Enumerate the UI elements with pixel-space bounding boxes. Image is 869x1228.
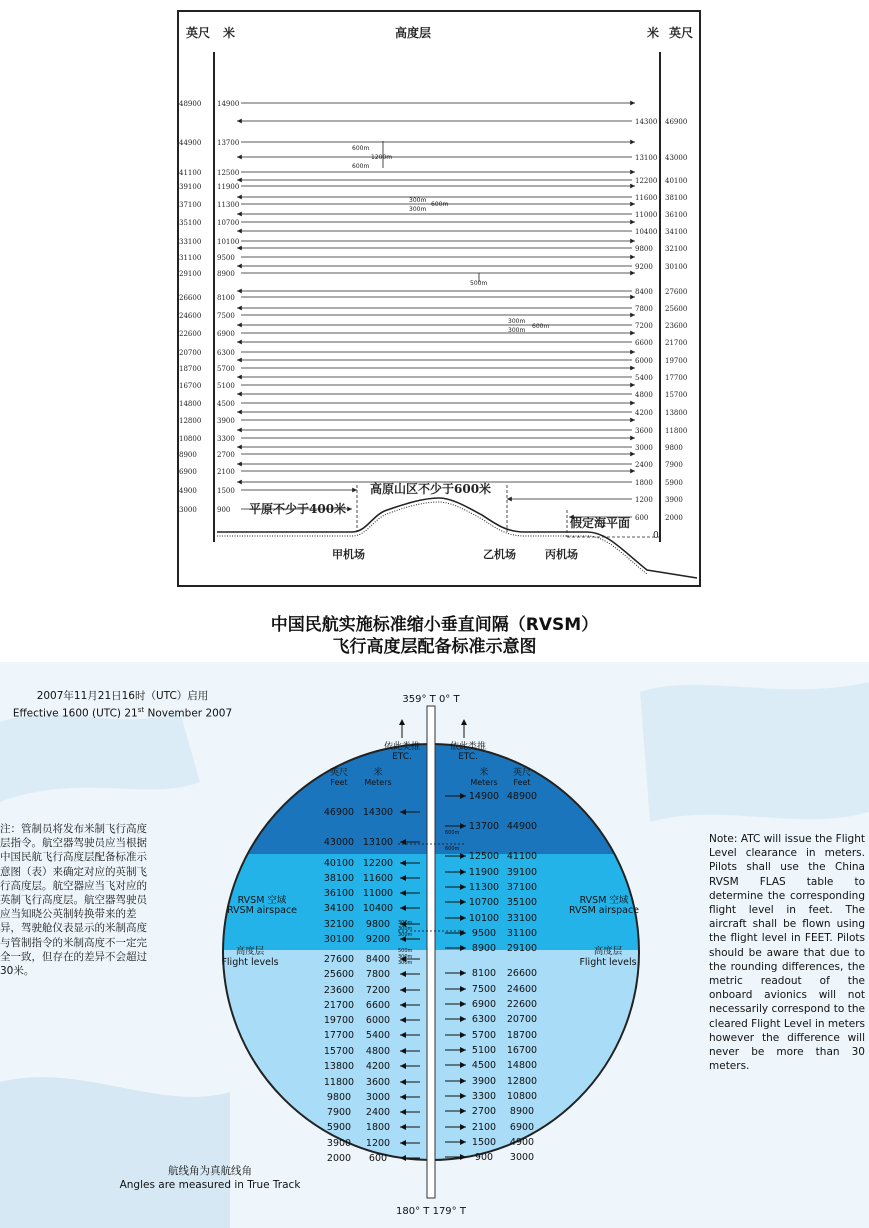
right-level-meters: 2400 [635, 461, 653, 469]
circle-right-feet: 18700 [506, 1030, 538, 1041]
circle-left-feet: 32100 [323, 919, 355, 930]
right-level-feet: 3900 [665, 496, 683, 504]
col-meters-en-right: Meters [470, 778, 498, 787]
fl-label-en-right: Flight levels [579, 957, 637, 968]
circle-right-feet: 4900 [509, 1137, 535, 1148]
col-feet-cn-left: 英尺 [329, 768, 349, 778]
left-level-meters: 14900 [217, 100, 240, 108]
left-level-meters: 10100 [217, 238, 240, 246]
left-level-feet: 48900 [179, 100, 202, 108]
header-meters-left: 米 [223, 26, 236, 40]
zero-label: 0 [653, 531, 659, 541]
flight-level-diagram [177, 10, 701, 588]
circle-right-meters: 6300 [471, 1014, 497, 1025]
right-level-meters: 4200 [635, 409, 653, 417]
circle-right-meters: 11300 [468, 882, 500, 893]
left-level-feet: 16700 [179, 382, 202, 390]
rvsm-label-cn-right: RVSM 空域 [579, 895, 629, 906]
map-shape [640, 682, 869, 822]
circle-right-feet: 22600 [506, 999, 538, 1010]
circle-right-meters: 5700 [471, 1030, 497, 1041]
circle-right-feet: 26600 [506, 968, 538, 979]
left-level-meters: 8900 [217, 270, 235, 278]
circle-left-meters: 3000 [365, 1092, 391, 1103]
etc-cn-right: 依此类推 [449, 742, 487, 752]
left-level-meters: 900 [217, 506, 231, 514]
circle-left-feet: 3900 [326, 1138, 352, 1149]
effective-date-cn: 2007年11月21日16时（UTC）启用 [36, 690, 209, 702]
circle-left-feet: 2000 [326, 1153, 352, 1164]
sep-label: 600m [352, 145, 370, 152]
circle-right-feet: 35100 [506, 897, 538, 908]
left-level-meters: 11300 [217, 201, 240, 209]
circle-right-feet: 24600 [506, 984, 538, 995]
circle-right-meters: 5100 [471, 1045, 497, 1056]
sep-label: 500m [470, 280, 488, 287]
circle-right-meters: 12500 [468, 851, 500, 862]
circle-right-meters: 14900 [468, 791, 500, 802]
right-level-feet: 43000 [665, 154, 688, 162]
left-level-meters: 3900 [217, 417, 235, 425]
right-level-feet: 11800 [665, 427, 688, 435]
circle-right-meters: 8900 [471, 943, 497, 954]
circle-right-feet: 41100 [506, 851, 538, 862]
right-level-meters: 9800 [635, 245, 653, 253]
sep-label: 600m [532, 323, 550, 330]
left-level-feet: 6900 [179, 468, 197, 476]
left-level-feet: 14800 [179, 400, 202, 408]
circle-right-feet: 3000 [509, 1152, 535, 1163]
effective-date [0, 689, 245, 721]
right-level-meters: 4800 [635, 391, 653, 399]
circle-left-feet: 43000 [323, 837, 355, 848]
circle-right-feet: 29100 [506, 943, 538, 954]
circle-right-meters: 900 [474, 1152, 494, 1163]
left-level-feet: 39100 [179, 183, 202, 191]
left-level-meters: 4500 [217, 400, 235, 408]
circle-left-feet: 17700 [323, 1030, 355, 1041]
circle-right-feet: 8900 [509, 1106, 535, 1117]
rvsm-label-cn-left: RVSM 空域 [237, 895, 287, 906]
circle-right-meters: 10700 [468, 897, 500, 908]
sep-label: 300m [409, 197, 427, 204]
circle-left-meters: 10400 [362, 903, 394, 914]
etc-cn-left: 依此类推 [383, 742, 421, 752]
left-level-meters: 1500 [217, 487, 235, 495]
right-level-feet: 17700 [665, 374, 688, 382]
col-meters-cn-right: 米 [479, 768, 489, 778]
right-level-feet: 36100 [665, 211, 688, 219]
left-level-feet: 22600 [179, 330, 202, 338]
left-level-meters: 2100 [217, 468, 235, 476]
left-level-meters: 5100 [217, 382, 235, 390]
sep-label: 300m [508, 327, 526, 334]
right-level-feet: 21700 [665, 339, 688, 347]
col-meters-en-left: Meters [364, 778, 392, 787]
circle-left-feet: 19700 [323, 1015, 355, 1026]
sep-label: 300m [398, 926, 413, 932]
circle-left-meters: 12200 [362, 858, 394, 869]
right-level-meters: 13100 [635, 154, 658, 162]
header-feet-right: 英尺 [669, 26, 694, 40]
title-line-2: 飞行高度层配备标准示意图 [332, 637, 537, 657]
left-level-meters: 6900 [217, 330, 235, 338]
circle-left-feet: 36100 [323, 888, 355, 899]
angle-note-cn: 航线角为真航线角 [168, 1165, 252, 1177]
circle-left-feet: 40100 [323, 858, 355, 869]
circle-right-meters: 2700 [471, 1106, 497, 1117]
top-bearing-label: 359° T 0° T [402, 694, 460, 705]
circle-left-feet: 30100 [323, 934, 355, 945]
right-level-feet: 27600 [665, 288, 688, 296]
left-level-meters: 3300 [217, 435, 235, 443]
circle-right-meters: 1500 [471, 1137, 497, 1148]
left-level-feet: 33100 [179, 238, 202, 246]
circle-right-meters: 8100 [471, 968, 497, 979]
bottom-bearing-label: 180° T 179° T [396, 1206, 466, 1217]
right-level-meters: 7200 [635, 322, 653, 330]
diagram-frame [178, 11, 700, 586]
circle-left-feet: 21700 [323, 1000, 355, 1011]
left-level-feet: 18700 [179, 365, 202, 373]
right-level-meters: 5400 [635, 374, 653, 382]
circle-left-feet: 38100 [323, 873, 355, 884]
circle-left-feet: 34100 [323, 903, 355, 914]
etc-en-right: ETC. [458, 752, 478, 762]
left-level-feet: 3000 [179, 506, 197, 514]
right-level-feet: 38100 [665, 194, 688, 202]
right-level-meters: 6600 [635, 339, 653, 347]
sep-label: 600m [352, 163, 370, 170]
right-level-meters: 600 [635, 514, 649, 522]
circle-right-feet: 6900 [509, 1122, 535, 1133]
header-feet-left: 英尺 [186, 26, 211, 40]
circle-left-feet: 5900 [326, 1122, 352, 1133]
right-level-feet: 19700 [665, 357, 688, 365]
circle-right-feet: 48900 [506, 791, 538, 802]
circle-right-meters: 7500 [471, 984, 497, 995]
header-title: 高度层 [394, 26, 432, 40]
circle-right-meters: 3300 [471, 1091, 497, 1102]
circle-right-meters: 10100 [468, 913, 500, 924]
right-level-meters: 11000 [635, 211, 658, 219]
right-level-feet: 23600 [665, 322, 688, 330]
col-meters-cn-left: 米 [373, 768, 383, 778]
left-level-feet: 8900 [179, 451, 197, 459]
circle-left-feet: 9800 [326, 1092, 352, 1103]
fl-label-cn-right: 高度层 [593, 946, 623, 957]
right-level-feet: 30100 [665, 263, 688, 271]
circle-left-meters: 1200 [365, 1138, 391, 1149]
right-level-feet: 15700 [665, 391, 688, 399]
circle-left-feet: 46900 [323, 807, 355, 818]
left-level-meters: 5700 [217, 365, 235, 373]
north-south-divider [427, 706, 435, 1198]
right-level-meters: 7800 [635, 305, 653, 313]
left-level-feet: 10800 [179, 435, 202, 443]
circle-left-meters: 14300 [362, 807, 394, 818]
left-level-feet: 41100 [179, 169, 202, 177]
right-level-feet: 34100 [665, 228, 688, 236]
right-level-meters: 14300 [635, 118, 658, 126]
sep-label: 300m [398, 932, 413, 938]
circle-left-feet: 15700 [323, 1046, 355, 1057]
rvsm-panel [0, 662, 869, 1228]
circle-left-meters: 8400 [365, 954, 391, 965]
angle-note-en: Angles are measured in True Track [119, 1179, 301, 1192]
circle-right-meters: 11900 [468, 867, 500, 878]
fl-label-cn-left: 高度层 [235, 946, 265, 957]
right-level-meters: 3000 [635, 444, 653, 452]
circle-left-meters: 9800 [365, 919, 391, 930]
left-level-meters: 2700 [217, 451, 235, 459]
right-level-feet: 40100 [665, 177, 688, 185]
sep-label: 600m [431, 201, 449, 208]
airport-c-label: 丙机场 [545, 548, 578, 561]
sep-label: 300m [508, 318, 526, 325]
circle-left-feet: 27600 [323, 954, 355, 965]
right-level-feet: 25600 [665, 305, 688, 313]
circle-right-feet: 20700 [506, 1014, 538, 1025]
col-feet-en-left: Feet [330, 778, 348, 787]
note-chinese: 注：管制员将发布米制飞行高度层指令。航空器驾驶员应当根据中国民航飞行高度层配备标准示意图（表）来确定对应的英制飞行高度层。航空器应当飞对应的英制飞行高度层。航空器驾驶员应当知晓公英制转换带来的差异，驾驶舱仪表显示的米制高度与管制指令的米制高度不一定完全一致，但存在的差异不会超过30米。 [0, 823, 147, 978]
effective-date-en [0, 703, 245, 721]
right-level-meters: 1200 [635, 496, 653, 504]
left-level-feet: 24600 [179, 312, 202, 320]
left-level-feet: 35100 [179, 219, 202, 227]
header-meters-right: 米 [647, 26, 660, 40]
left-level-meters: 12500 [217, 169, 240, 177]
circle-right-meters: 9500 [471, 928, 497, 939]
effective-en-sup: st [137, 706, 145, 715]
title-line-1: 中国民航实施标准缩小垂直间隔（RVSM） [270, 615, 599, 635]
circle-right-feet: 10800 [506, 1091, 538, 1102]
left-level-feet: 37100 [179, 201, 202, 209]
circle-left-meters: 13100 [362, 837, 394, 848]
left-level-meters: 6300 [217, 349, 235, 357]
circle-right-feet: 37100 [506, 882, 538, 893]
left-level-meters: 9500 [217, 254, 235, 262]
circle-right-feet: 14800 [506, 1060, 538, 1071]
circle-left-feet: 25600 [323, 969, 355, 980]
circle-left-feet: 7900 [326, 1107, 352, 1118]
sep-label: 300m [409, 206, 427, 213]
sea-level-label: 假定海平面 [570, 516, 631, 530]
circle-left-meters: 2400 [365, 1107, 391, 1118]
circle-right-feet: 31100 [506, 928, 538, 939]
left-level-meters: 7500 [217, 312, 235, 320]
circle-right-meters: 2100 [471, 1122, 497, 1133]
right-level-meters: 6000 [635, 357, 653, 365]
left-level-meters: 11900 [217, 183, 240, 191]
right-level-meters: 9200 [635, 263, 653, 271]
circle-right-feet: 16700 [506, 1045, 538, 1056]
circle-left-meters: 11000 [362, 888, 394, 899]
page-title [0, 614, 869, 658]
airport-a-label: 甲机场 [332, 548, 365, 561]
left-level-feet: 44900 [179, 139, 202, 147]
circle-left-feet: 23600 [323, 985, 355, 996]
sep-label: 300m [398, 954, 413, 960]
circle-right-meters: 6900 [471, 999, 497, 1010]
circle-left-feet: 11800 [323, 1077, 355, 1088]
col-feet-cn-right: 英尺 [512, 768, 532, 778]
fl-label-en-left: Flight levels [221, 957, 279, 968]
angle-note [90, 1164, 330, 1192]
circle-left-meters: 6000 [365, 1015, 391, 1026]
circle-right-feet: 44900 [506, 821, 538, 832]
sep-label: 600m [445, 846, 460, 852]
right-level-meters: 3600 [635, 427, 653, 435]
circle-right-meters: 13700 [468, 821, 500, 832]
left-level-feet: 29100 [179, 270, 202, 278]
circle-right-meters: 4500 [471, 1060, 497, 1071]
right-level-feet: 5900 [665, 479, 683, 487]
note-english: Note: ATC will issue the Flight Level clearance in meters. Pilots shall use the China RVSM FLAS table to determine the corresponding flight level in feet. The aircraft shall be flown using the flight level in FEET. Pilots should be aware that due to the rounding differences, the metric readout of the onboard avionics will not necessarily correspond to the cleared Flight Level in meters however the difference will never be more than 30 meters. [709, 833, 865, 1073]
right-level-meters: 11600 [635, 194, 658, 202]
airport-b-label: 乙机场 [483, 548, 516, 561]
circle-left-meters: 600 [368, 1153, 388, 1164]
right-level-meters: 12200 [635, 177, 658, 185]
circle-left-meters: 4200 [365, 1061, 391, 1072]
effective-en-tail: November 2007 [144, 707, 233, 720]
left-level-meters: 13700 [217, 139, 240, 147]
sep-label: 500m [398, 948, 413, 954]
rvsm-label-en-left: RVSM airspace [226, 905, 298, 916]
left-level-feet: 26600 [179, 294, 202, 302]
right-level-meters: 8400 [635, 288, 653, 296]
etc-en-left: ETC. [392, 752, 412, 762]
right-level-feet: 46900 [665, 118, 688, 126]
right-level-feet: 2000 [665, 514, 683, 522]
plateau-label: 高原山区不少于600米 [370, 482, 492, 496]
right-level-feet: 7900 [665, 461, 683, 469]
col-feet-en-right: Feet [513, 778, 531, 787]
right-level-meters: 1800 [635, 479, 653, 487]
left-level-meters: 8100 [217, 294, 235, 302]
left-level-meters: 10700 [217, 219, 240, 227]
circle-right-feet: 39100 [506, 867, 538, 878]
left-level-feet: 4900 [179, 487, 197, 495]
right-level-meters: 10400 [635, 228, 658, 236]
right-level-feet: 9800 [665, 444, 683, 452]
circle-left-meters: 9200 [365, 934, 391, 945]
circle-left-meters: 7800 [365, 969, 391, 980]
left-level-feet: 12800 [179, 417, 202, 425]
left-level-feet: 20700 [179, 349, 202, 357]
left-level-feet: 31100 [179, 254, 202, 262]
sep-label: 300m [398, 920, 413, 926]
plain-label: 平原不少于400米 [249, 502, 347, 516]
circle-left-meters: 3600 [365, 1077, 391, 1088]
circle-right-meters: 3900 [471, 1076, 497, 1087]
circle-left-meters: 11600 [362, 873, 394, 884]
sep-label: 1200m [371, 154, 393, 161]
sep-label: 300m [398, 960, 413, 966]
circle-left-meters: 4800 [365, 1046, 391, 1057]
circle-left-meters: 5400 [365, 1030, 391, 1041]
circle-left-meters: 7200 [365, 985, 391, 996]
right-level-feet: 13800 [665, 409, 688, 417]
rvsm-label-en-right: RVSM airspace [568, 905, 640, 916]
circle-left-meters: 1800 [365, 1122, 391, 1133]
sep-label: 600m [445, 830, 460, 836]
circle-left-meters: 6600 [365, 1000, 391, 1011]
effective-en-main: Effective 1600 (UTC) 21 [12, 707, 138, 720]
circle-left-feet: 13800 [323, 1061, 355, 1072]
right-level-feet: 32100 [665, 245, 688, 253]
circle-right-feet: 33100 [506, 913, 538, 924]
map-shape [0, 1077, 230, 1228]
circle-right-feet: 12800 [506, 1076, 538, 1087]
